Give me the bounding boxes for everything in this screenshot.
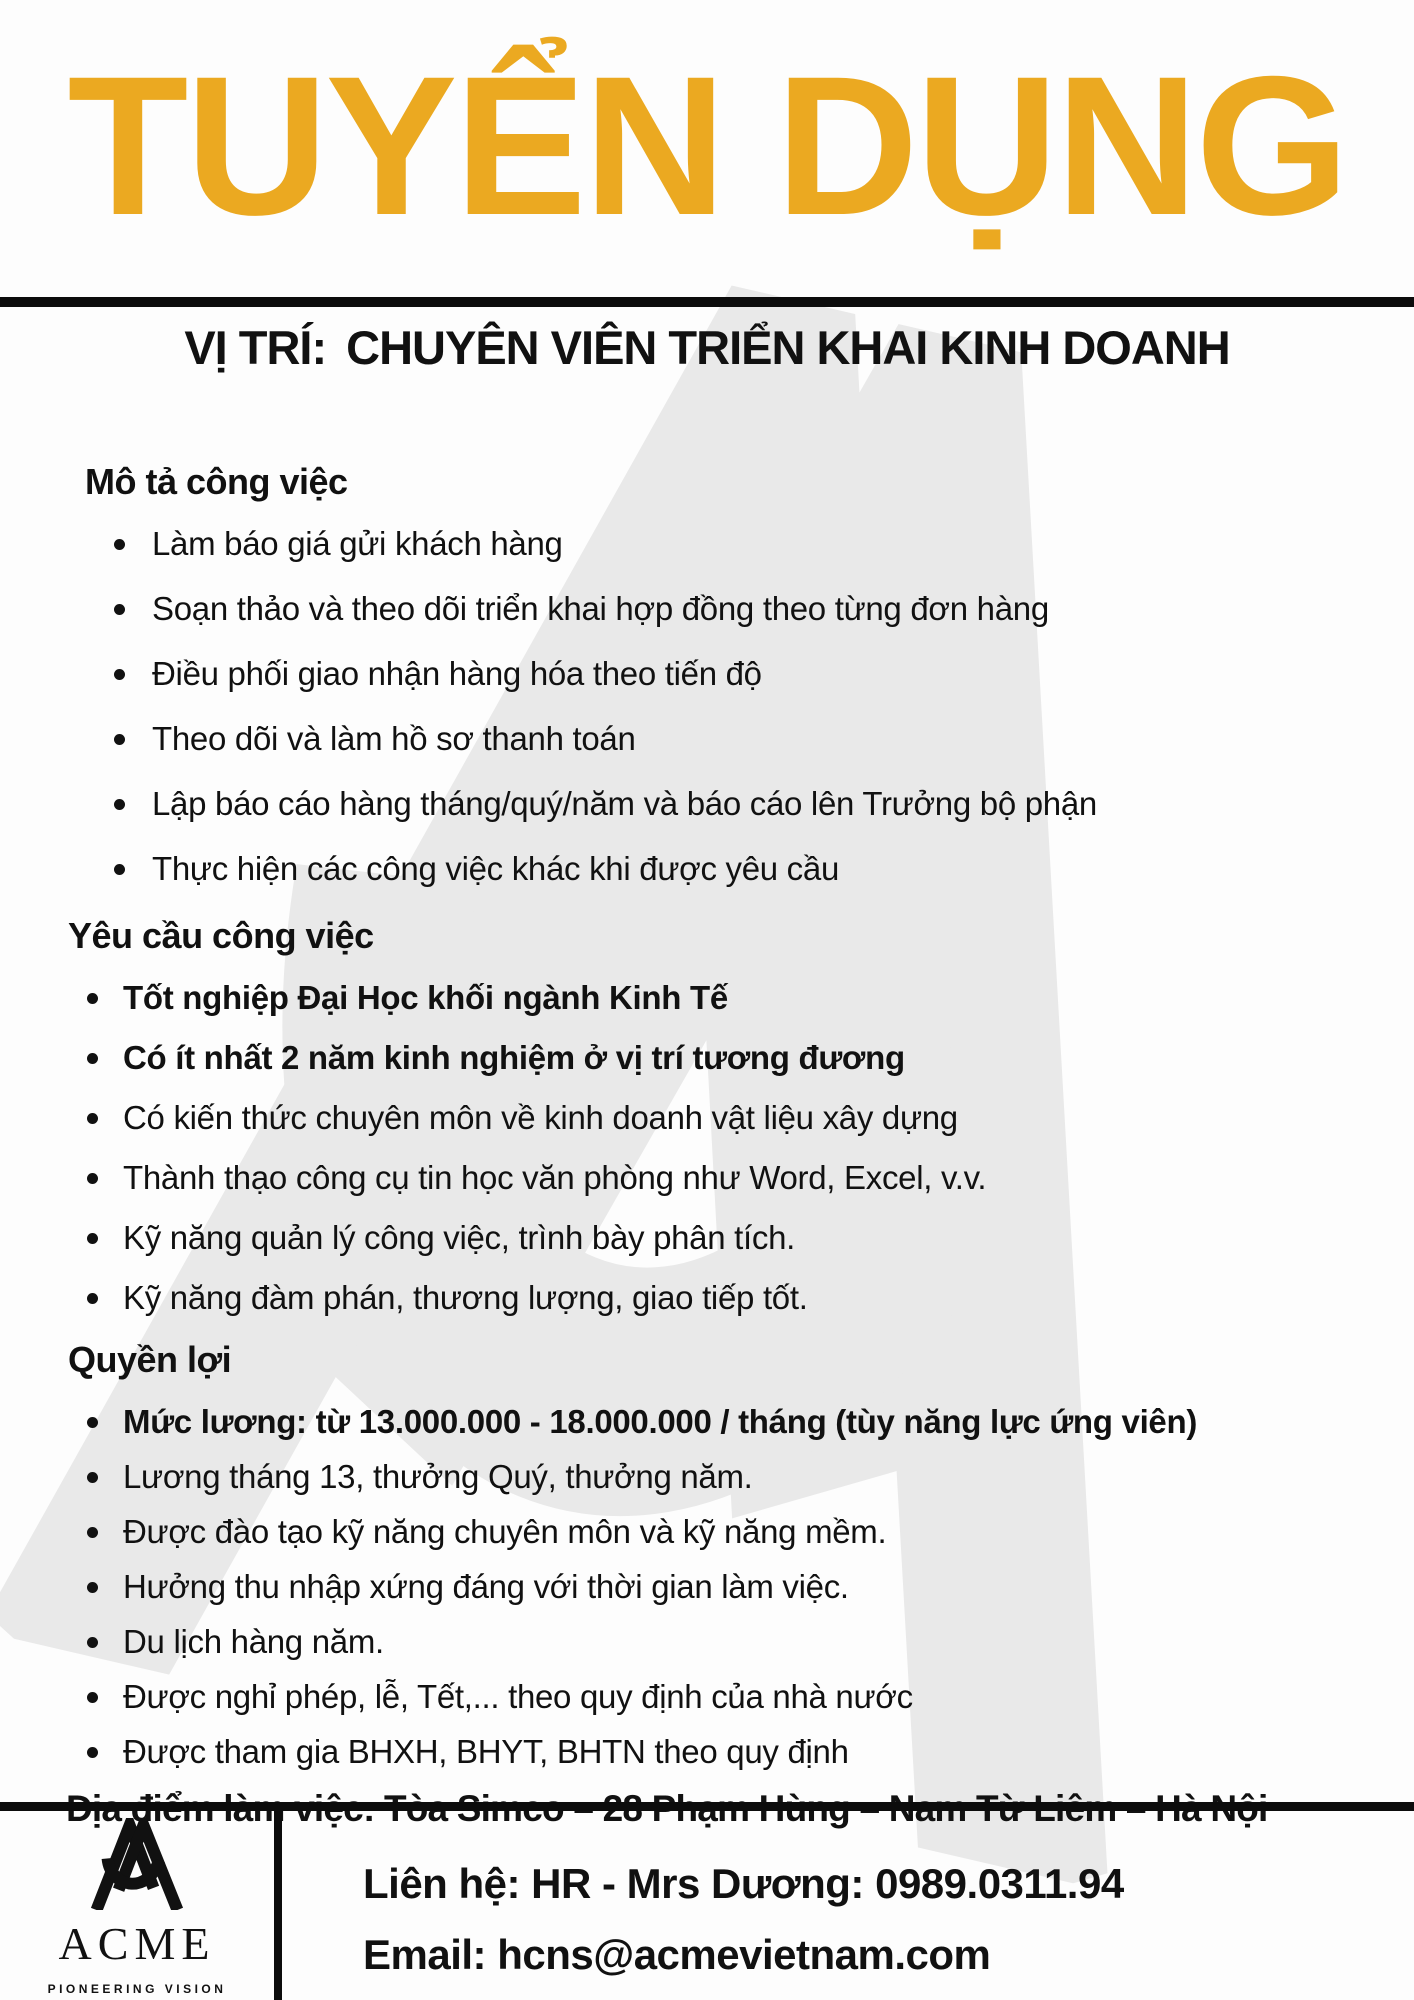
bullet-item: Du lịch hàng năm. — [0, 1622, 1414, 1662]
bullet-item: Có kiến thức chuyên môn về kinh doanh vật liệu xây dựng — [0, 1098, 1414, 1138]
bullet-item: Kỹ năng quản lý công việc, trình bày phân tích. — [0, 1218, 1414, 1258]
logo-wordmark: ACME — [58, 1918, 216, 1969]
footer-divider-horizontal — [0, 1802, 1414, 1811]
section-benefits — [0, 1338, 1414, 1772]
bullet-list — [0, 978, 1414, 1318]
bullet-item: Mức lương: từ 13.000.000 - 18.000.000 / tháng (tùy năng lực ứng viên) — [0, 1402, 1414, 1442]
bullet-item: Làm báo giá gửi khách hàng — [0, 524, 1414, 564]
bullet-item: Được đào tạo kỹ năng chuyên môn và kỹ năng mềm. — [0, 1512, 1414, 1552]
footer-contact-block — [363, 1848, 1124, 1990]
contact-line: Liên hệ: HR - Mrs Dương: 0989.0311.94 — [363, 1860, 1124, 1907]
bullet-item: Hưởng thu nhập xứng đáng với thời gian làm việc. — [0, 1567, 1414, 1607]
top-divider — [0, 297, 1414, 307]
bullet-item: Thành thạo công cụ tin học văn phòng như Word, Excel, v.v. — [0, 1158, 1414, 1198]
bullet-item: Tốt nghiệp Đại Học khối ngành Kinh Tế — [0, 978, 1414, 1018]
section-job-description — [0, 460, 1414, 889]
poster-body — [0, 460, 1414, 1830]
position-value: CHUYÊN VIÊN TRIỂN KHAI KINH DOANH — [346, 321, 1230, 374]
section-heading: Mô tả công việc — [85, 461, 348, 502]
footer-divider-vertical — [274, 1802, 282, 2000]
bullet-item: Thực hiện các công việc khác khi được yêu cầu — [0, 849, 1414, 889]
acme-logo-icon — [77, 1818, 197, 1910]
section-heading: Quyền lợi — [68, 1339, 232, 1380]
page-title: TUYỂN DỤNG — [67, 35, 1347, 256]
bullet-item: Lập báo cáo hàng tháng/quý/năm và báo cáo lên Trưởng bộ phận — [0, 784, 1414, 824]
bullet-item: Được tham gia BHXH, BHYT, BHTN theo quy định — [0, 1732, 1414, 1772]
bullet-item: Điều phối giao nhận hàng hóa theo tiến độ — [0, 654, 1414, 694]
bullet-item: Soạn thảo và theo dõi triển khai hợp đồng theo từng đơn hàng — [0, 589, 1414, 629]
bullet-list — [0, 1402, 1414, 1772]
bullet-item: Có ít nhất 2 năm kinh nghiệm ở vị trí tương đương — [0, 1038, 1414, 1078]
bullet-item: Được nghỉ phép, lễ, Tết,... theo quy định của nhà nước — [0, 1677, 1414, 1717]
logo-tagline: PIONEERING VISION — [47, 1982, 227, 1996]
position-line — [0, 320, 1414, 375]
company-logo — [0, 1818, 274, 1996]
bullet-item: Kỹ năng đàm phán, thương lượng, giao tiếp tốt. — [0, 1278, 1414, 1318]
bullet-item: Theo dõi và làm hồ sơ thanh toán — [0, 719, 1414, 759]
section-heading: Yêu cầu công việc — [68, 915, 374, 956]
bullet-item: Lương tháng 13, thưởng Quý, thưởng năm. — [0, 1457, 1414, 1497]
position-label: VỊ TRÍ: — [184, 321, 327, 374]
bullet-list — [0, 524, 1414, 889]
email-line: Email: hcns@acmevietnam.com — [363, 1931, 991, 1978]
section-job-requirements — [0, 914, 1414, 1318]
